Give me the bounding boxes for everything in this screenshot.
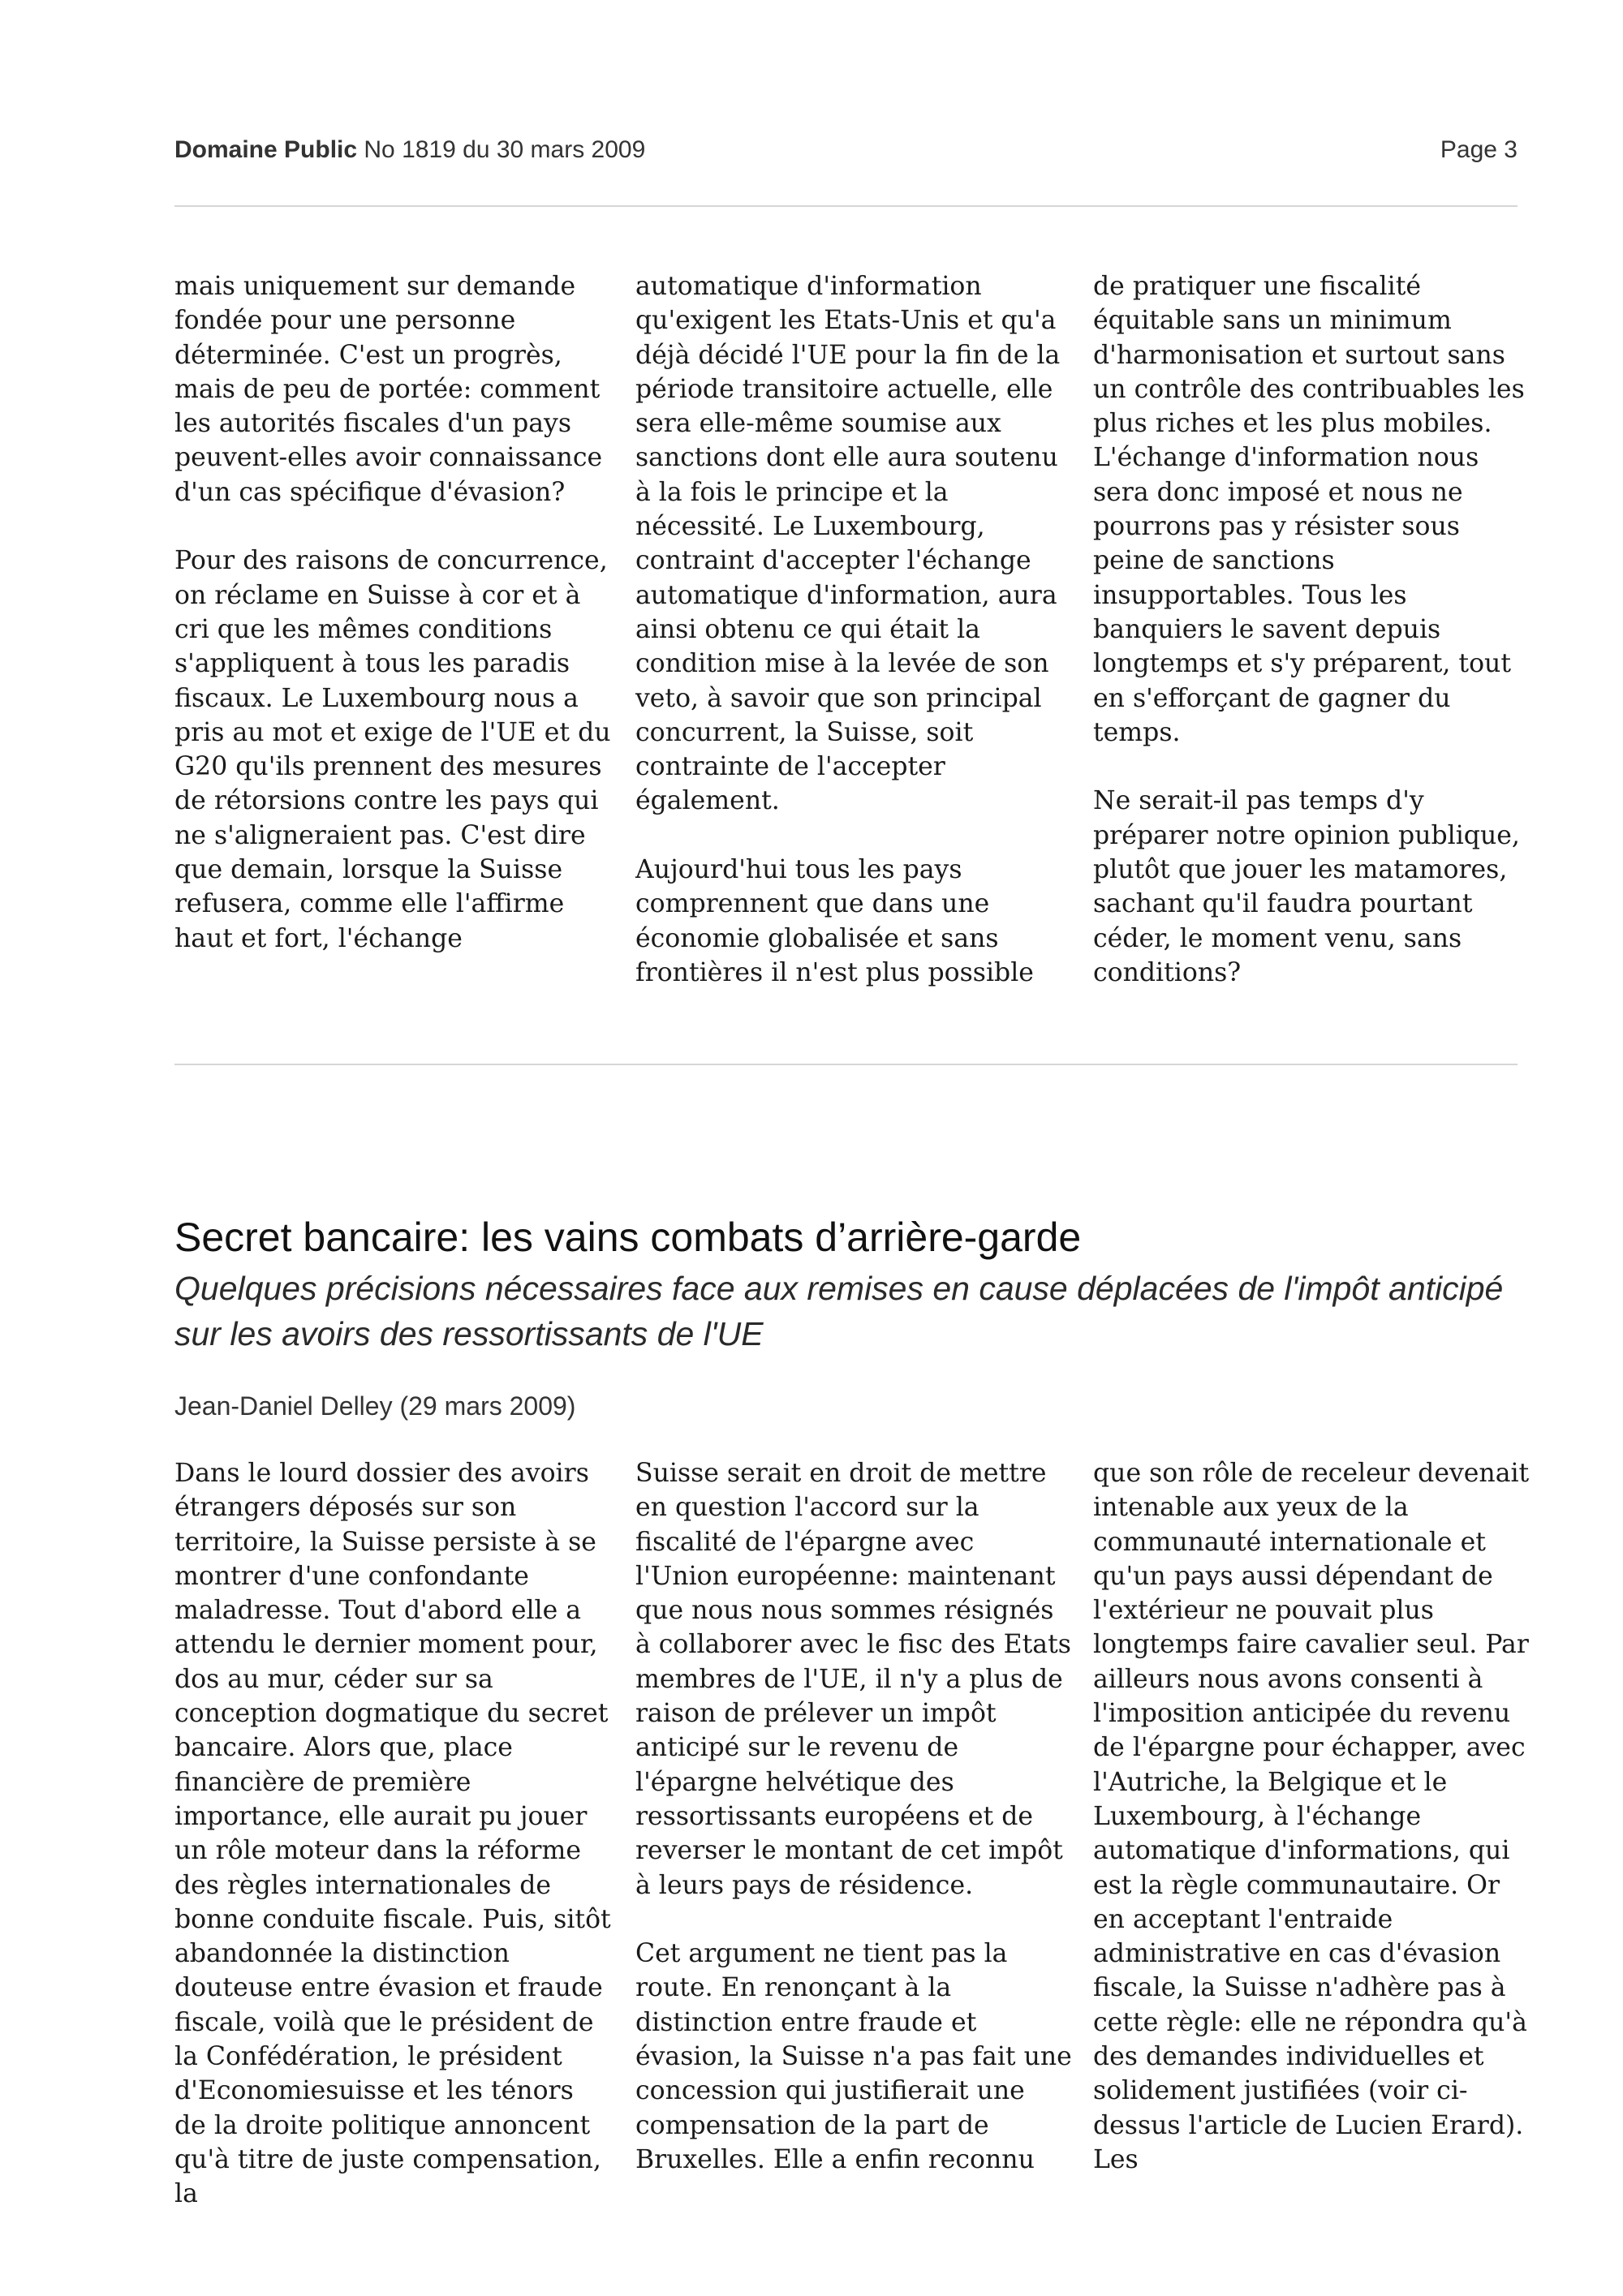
article-column-1 — [174, 1456, 613, 2212]
header-divider — [174, 205, 1518, 207]
paragraph: Cet argument ne tient pas la route. En renonçant à la distinction entre fraude et évasion, la Suisse n'a pas fait une concession qui justifierait une compensation de la part de Bruxelles. Elle a enfin reconnu — [635, 1939, 1072, 2174]
prev-article-column-2 — [635, 269, 1074, 990]
article-byline: Jean-Daniel Delley (29 mars 2009) — [174, 1391, 576, 1421]
article-divider — [174, 1064, 1518, 1065]
paragraph: Aujourd'hui tous les pays comprennent que dans une économie globalisée et sans frontières il n'est plus possible — [635, 855, 1034, 987]
article-column-2 — [635, 1456, 1074, 2177]
paragraph: mais uniquement sur demande fondée pour une personne déterminée. C'est un progrès, mais de peu de portée: comment les autorités fiscales d'un pays peuvent-elles avoir connaissance d'un cas spécifique d'évasion? — [174, 272, 603, 507]
paragraph: que son rôle de receleur devenait intenable aux yeux de la communauté internationale et qu'un pays aussi dépendant de l'extérieur ne pouvait plus longtemps faire cavalier seul. Par ailleurs nous avons consenti à l'imposition anticipée du revenu de l'épargne pour échapper, avec l'Autriche, la Belgique et le Luxembourg, à l'échange automatique d'informations, qui est la règle communautaire. Or en acceptant l'entraide administrative en cas d'évasion fiscale, la Suisse n'adhère pas à cette règle: elle ne répondra qu'à des demandes individuelles et solidement justifiées (voir ci-dessus l'article de Lucien Erard). Les — [1093, 1459, 1530, 2174]
article-title: Secret bancaire: les vains combats d’arrière-garde — [174, 1215, 1082, 1260]
prev-article-column-1 — [174, 269, 613, 956]
paragraph: Dans le lourd dossier des avoirs étrangers déposés sur son territoire, la Suisse persiste à se montrer d'une confondante maladresse. Tout d'abord elle a attendu le dernier moment pour, dos au mur, céder sur sa conception dogmatique du secret bancaire. Alors que, place financière de première importance, elle aurait pu jouer un rôle moteur dans la réforme des règles internationales de bonne conduite fiscale. Puis, sitôt abandonnée la distinction douteuse entre évasion et fraude fiscale, voilà que le président de la Confédération, le président d'Economiesuisse et les ténors de la droite politique annoncent qu'à titre de juste compensation, la — [174, 1459, 611, 2209]
paragraph: Ne serait-il pas temps d'y préparer notre opinion publique, plutôt que jouer les matamores, sachant qu'il faudra pourtant céder, le moment venu, sans conditions? — [1093, 786, 1520, 987]
paragraph: Pour des raisons de concurrence, on réclame en Suisse à cor et à cri que les mêmes conditions s'appliquent à tous les paradis fiscaux. Le Luxembourg nous a pris au mot et exige de l'UE et du G20 qu'ils prennent des mesures de rétorsions contre les pays qui ne s'aligneraient pas. C'est dire que demain, lorsque la Suisse refusera, comme elle l'affirme haut et fort, l'échange — [174, 546, 611, 953]
issue-info: No 1819 du 30 mars 2009 — [364, 136, 646, 163]
article-subtitle: Quelques précisions nécessaires face aux remises en cause déplacées de l'impôt anticipé sur les avoirs des ressortissants de l'UE — [174, 1270, 1504, 1352]
page-number: Page 3 — [1440, 136, 1518, 163]
paragraph: automatique d'information qu'exigent les Etats-Unis et qu'a déjà décidé l'UE pour la fin de la période transitoire actuelle, elle sera elle-même soumise aux sanctions dont elle aura soutenu à la fois le principe et la nécessité. Le Luxembourg, contraint d'accepter l'échange automatique d'information, aura ainsi obtenu ce qui était la condition mise à la levée de son veto, à savoir que son principal concurrent, la Suisse, soit contrainte de l'accepter également. — [635, 272, 1061, 816]
paragraph: Suisse serait en droit de mettre en question l'accord sur la fiscalité de l'épargne avec l'Union européenne: maintenant que nous nous sommes résignés à collaborer avec le fisc des Etats membres de l'UE, il n'y a plus de raison de prélever un impôt anticipé sur le revenu de l'épargne helvétique des ressortissants européens et de reverser le montant de cet impôt à leurs pays de résidence. — [635, 1459, 1071, 1900]
paragraph: de pratiquer une fiscalité équitable sans un minimum d'harmonisation et surtout sans un contrôle des contribuables les plus riches et les plus mobiles. L'échange d'information nous sera donc imposé et nous ne pourrons pas y résister sous peine de sanctions insupportables. Tous les banquiers le savent depuis longtemps et s'y préparent, tout en s'efforçant de gagner du temps. — [1093, 272, 1525, 747]
publication-name: Domaine Public — [174, 136, 358, 163]
page-header — [174, 136, 1518, 164]
prev-article-column-3 — [1093, 269, 1531, 990]
article-column-3 — [1093, 1456, 1531, 2177]
